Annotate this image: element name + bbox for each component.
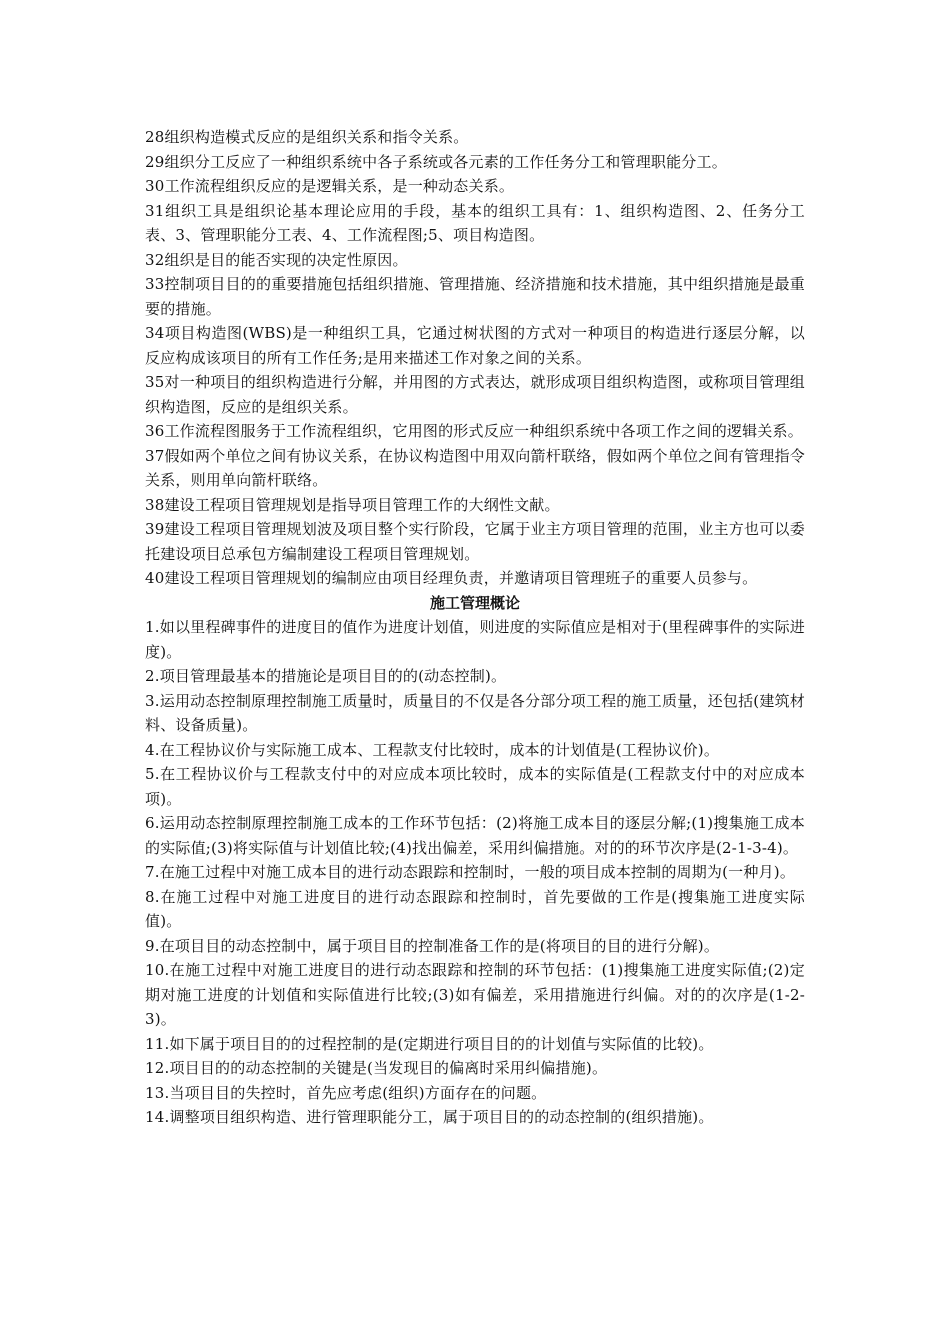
section-title: 施工管理概论 — [429, 593, 520, 612]
paragraph-33: 33控制项目目的的重要措施包括组织措施、管理措施、经济措施和技术措施，其中组织措施是最重要的措施。 — [145, 275, 805, 318]
paragraph-31: 31组织工具是组织论基本理论应用的手段，基本的组织工具有：1、组织构造图、2、任务分工表、3、管理职能分工表、4、工作流程图;5、项目构造图。 — [145, 201, 805, 244]
question-3: 3.运用动态控制原理控制施工质量时，质量目的不仅是各分部分项工程的施工质量，还包括(建筑材料、设备质量)。 — [145, 691, 805, 734]
paragraph-36: 36工作流程图服务于工作流程组织，它用图的形式反应一种组织系统中各项工作之间的逻辑关系。 — [145, 422, 803, 440]
paragraph-29: 29组织分工反应了一种组织系统中各子系统或各元素的工作任务分工和管理职能分工。 — [145, 152, 727, 171]
question-4: 4.在工程协议价与实际施工成本、工程款支付比较时，成本的计划值是(工程协议价)。 — [145, 740, 720, 759]
question-2: 2.项目管理最基本的措施论是项目目的的(动态控制)。 — [145, 667, 507, 685]
paragraph-35: 35对一种项目的组织构造进行分解，并用图的方式表达，就形成项目组织构造图，或称项目管理组织构造图，反应的是组织关系。 — [145, 373, 805, 416]
question-13: 13.当项目目的失控时，首先应考虑(组织)方面存在的问题。 — [145, 1083, 547, 1102]
document-page — [145, 125, 805, 1130]
paragraph-37: 37假如两个单位之间有协议关系，在协议构造图中用双向箭杆联络，假如两个单位之间有管理指令关系，则用单向箭杆联络。 — [145, 446, 805, 489]
paragraph-34: 34项目构造图(WBS)是一种组织工具，它通过树状图的方式对一种项目的构造进行逐层分解，以反应构成该项目的所有工作任务;是用来描述工作对象之间的关系。 — [145, 324, 805, 367]
question-9: 9.在项目目的动态控制中，属于项目目的控制准备工作的是(将项目的目的进行分解)。 — [145, 936, 720, 955]
paragraph-39: 39建设工程项目管理规划波及项目整个实行阶段，它属于业主方项目管理的范围，业主方也可以委托建设项目总承包方编制建设工程项目管理规划。 — [145, 520, 805, 563]
question-1: 1.如以里程碑事件的进度目的值作为进度计划值，则进度的实际值应是相对于(里程碑事件的实际进度)。 — [145, 618, 805, 661]
question-12: 12.项目目的的动态控制的关键是(当发现目的偏离时采用纠偏措施)。 — [145, 1059, 608, 1077]
question-14: 14.调整项目组织构造、进行管理职能分工，属于项目目的的动态控制的(组织措施)。 — [145, 1108, 714, 1126]
question-5: 5.在工程协议价与工程款支付中的对应成本项比较时，成本的实际值是(工程款支付中的对应成本项)。 — [145, 765, 805, 808]
question-7: 7.在施工过程中对施工成本目的进行动态跟踪和控制时，一般的项目成本控制的周期为(一种月)。 — [145, 863, 796, 881]
question-6: 6.运用动态控制原理控制施工成本的工作环节包括：(2)将施工成本目的逐层分解;(1)搜集施工成本的实际值;(3)将实际值与计划值比较;(4)找出偏差，采用纠偏措施。对的的环节次序是(2-1-3-4)。 — [145, 814, 805, 857]
paragraph-28: 28组织构造模式反应的是组织关系和指令关系。 — [145, 128, 469, 146]
paragraph-30: 30工作流程组织反应的是逻辑关系，是一种动态关系。 — [145, 177, 515, 195]
paragraph-40: 40建设工程项目管理规划的编制应由项目经理负责，并邀请项目管理班子的重要人员参与。 — [145, 569, 758, 587]
question-11: 11.如下属于项目目的的过程控制的是(定期进行项目目的的计划值与实际值的比较)。 — [145, 1034, 714, 1053]
paragraph-38: 38建设工程项目管理规划是指导项目管理工作的大纲性文献。 — [145, 495, 560, 514]
question-10: 10.在施工过程中对施工进度目的进行动态跟踪和控制的环节包括：(1)搜集施工进度实际值;(2)定期对施工进度的计划值和实际值进行比较;(3)如有偏差，采用措施进行纠偏。对的的次序是(1-2-3)。 — [145, 961, 805, 1028]
question-8: 8.在施工过程中对施工进度目的进行动态跟踪和控制时，首先要做的工作是(搜集施工进度实际值)。 — [145, 887, 805, 930]
paragraph-32: 32组织是目的能否实现的决定性原因。 — [145, 250, 408, 269]
